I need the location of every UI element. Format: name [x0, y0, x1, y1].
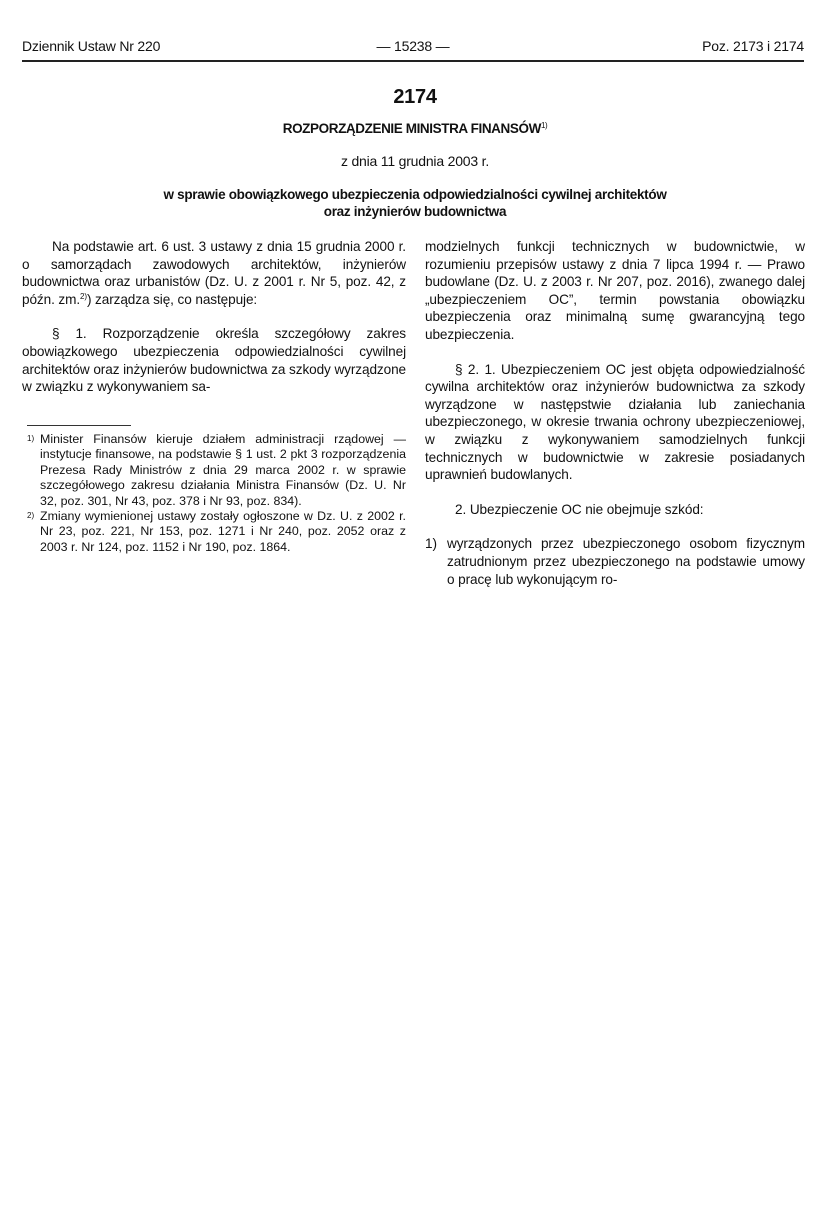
paragraph-2-section-2: 2. Ubezpieczenie OC nie obejmuje szkód: — [455, 501, 704, 517]
act-title — [0, 121, 830, 136]
footnote-ref-1[interactable]: 1) — [540, 121, 548, 130]
act-subject-line-2: oraz inżynierów budownictwa — [323, 204, 507, 219]
preamble — [22, 238, 406, 308]
act-date: z dnia 11 grudnia 2003 r. — [340, 153, 490, 169]
act-title-text: ROZPORZĄDZENIE MINISTRA FINANSÓW — [282, 121, 541, 136]
footnote-1-text: Minister Finansów kieruje działem administracji rządowej — instytucje finansowe, na podstawie § 1 ust. 2 pkt 3 rozporządzenia Prezesa Rady Ministrów z dnia 29 marca 2002 r. w sprawie szczegółowego zakresu działania Ministra Finansów (Dz. U. Nr 32, poz. 301, Nr 43, poz. 378 i Nr 93, poz. 834). — [40, 432, 406, 508]
preamble-text-b: ) zarządza się, co następuje: — [86, 291, 258, 307]
running-header — [22, 38, 804, 60]
list-item-1-text: wyrządzonych przez ubezpieczonego osobom fizycznym zatrudnionym przez ubezpieczonego na podstawie umowy o pracę lub wykonującym ro- — [447, 536, 805, 587]
footnote-2 — [22, 509, 406, 555]
footnote-1-marker: 1) — [27, 434, 35, 443]
footnote-2-marker: 2) — [27, 511, 35, 521]
act-number: 2174 — [393, 86, 437, 108]
footnote-separator — [27, 425, 131, 426]
footnotes — [22, 432, 406, 555]
preamble-text-a: Na podstawie art. 6 ust. 3 ustawy z dnia 15 grudnia 2000 r. o samorządach zawodowych architektów, inżynierów budownictwa oraz urbanistów (Dz. U. z 2001 r. Nr 5, poz. 42, z późn. zm. — [22, 239, 406, 307]
footnote-2-text: Zmiany wymienionej ustawy zostały ogłoszone w Dz. U. z 2002 r. Nr 23, poz. 221, Nr 153, poz. 1271 i Nr 240, poz. 2052 oraz z 2003 r. Nr 124, poz. 1152 i Nr 190, poz. 1864. — [40, 509, 406, 554]
left-column — [22, 238, 406, 396]
footnote-ref-2[interactable]: 2) — [80, 291, 87, 301]
act-subject — [0, 186, 830, 220]
page-number: — 15238 — — [376, 38, 450, 54]
paragraph-1-continued: modzielnych funkcji technicznych w budownictwie, w rozumieniu przepisów ustawy z dnia 7 lipca 1994 r. — Prawo budowlane (Dz. U. z 2003 r. Nr 207, poz. 2016), zwanego dalej „ubezpieczeniem OC”, termin powstania obowiązku ubezpieczenia oraz minimalną sumę gwarancyjną tego ubezpieczenia. — [425, 239, 805, 342]
paragraph-2-section-1: § 2. 1. Ubezpieczeniem OC jest objęta odpowiedzialność cywilna architektów oraz inżynierów budownictwa za szkody wyrządzone w następstwie działania lub zaniechania ubezpieczonego, w okresie trwania ochrony ubezpieczeniowej, w związku z wykonywaniem samodzielnych funkcji technicznych w budownictwie w zakresie posiadanych uprawnień budowlanych. — [425, 361, 805, 483]
act-subject-line-1: w sprawie obowiązkowego ubezpieczenia odpowiedzialności cywilnej architektów — [163, 187, 667, 202]
list-item-1 — [425, 535, 805, 588]
paragraph-1-start: § 1. Rozporządzenie określa szczegółowy zakres obowiązkowego ubezpieczenia odpowiedzialności cywilnej architektów oraz inżynierów budownictwa za szkody wyrządzone w związku z wykonywaniem sa- — [22, 326, 406, 395]
footnote-1 — [22, 432, 406, 509]
header-rule — [22, 60, 804, 62]
position-numbers: Poz. 2173 i 2174 — [702, 38, 804, 54]
right-column — [425, 238, 805, 588]
journal-name: Dziennik Ustaw Nr 220 — [22, 38, 161, 54]
list-item-1-marker: 1) — [425, 536, 437, 552]
